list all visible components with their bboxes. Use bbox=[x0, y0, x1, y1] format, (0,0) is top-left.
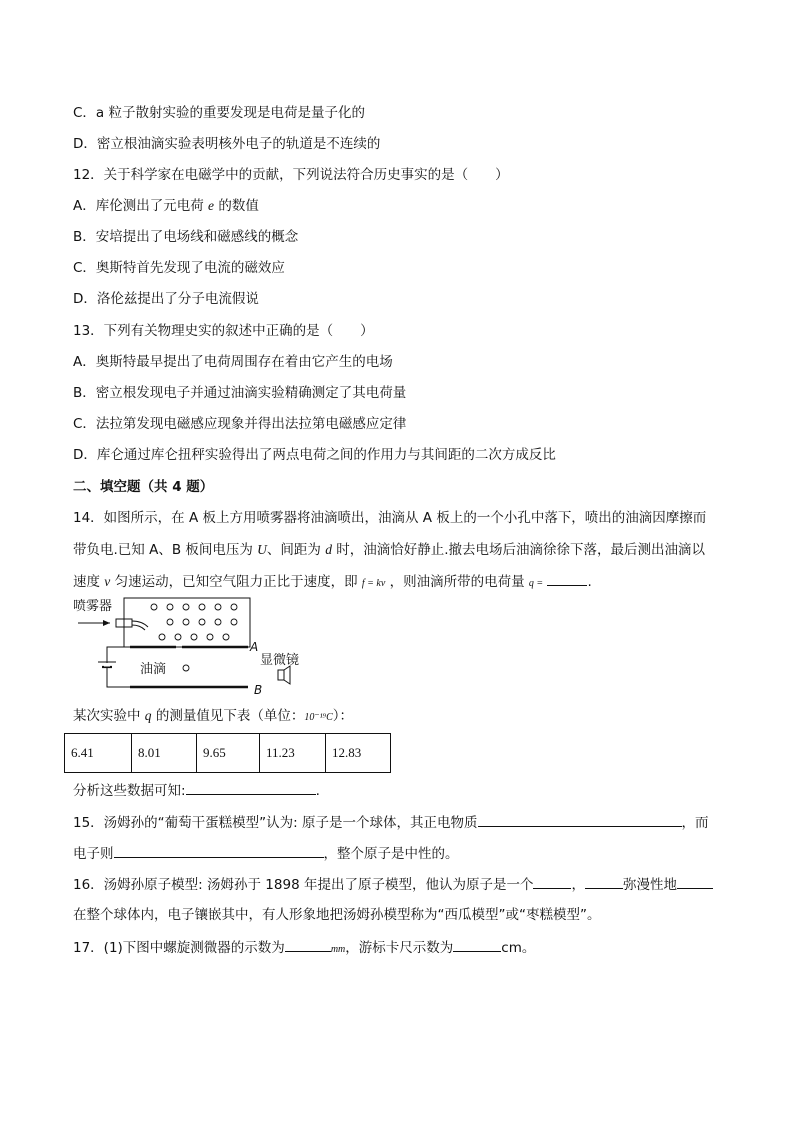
q16-answer-blank-3[interactable] bbox=[677, 875, 713, 889]
q12-stem: 12．关于科学家在电磁学中的贡献，下列说法符合历史事实的是（ ） bbox=[73, 167, 509, 183]
q16-answer-blank-1[interactable] bbox=[533, 875, 571, 889]
q16-line1: 16．汤姆孙原子模型: 汤姆孙于 1898 年提出了原子模型，他认为原子是一个 ， 弥漫性地 bbox=[73, 875, 713, 894]
q15-answer-blank-1[interactable] bbox=[478, 813, 682, 827]
q12-option-b: B．安培提出了电场线和磁感线的概念 bbox=[73, 229, 299, 245]
table-cell: 6.41 bbox=[65, 734, 132, 773]
q17-line: 17．(1)下图中螺旋测微器的示数为 mm，游标卡尺示数为 cm。 bbox=[73, 940, 536, 956]
table-row bbox=[65, 734, 391, 773]
plate-b-label: B bbox=[254, 683, 263, 697]
table-cell: 12.83 bbox=[326, 734, 391, 773]
q14-line2: 带负电.已知 A、B 板间电压为 U、间距为 d 时，油滴恰好静止.撤去电场后油滴徐徐下落，最后测出油滴以 bbox=[73, 542, 706, 558]
measurement-table bbox=[64, 733, 391, 773]
oil-drop-label: 油滴 bbox=[140, 662, 167, 677]
table-cell: 11.23 bbox=[260, 734, 326, 773]
q15-line1: 15．汤姆孙的“葡萄干蛋糕模型”认为: 原子是一个球体，其正电物质 ，而 bbox=[73, 815, 709, 831]
millikan-apparatus-diagram bbox=[70, 594, 310, 698]
q16-answer-blank-2[interactable] bbox=[585, 875, 623, 889]
analysis-line: 分析这些数据可知: . bbox=[73, 783, 320, 799]
q12-option-c: C．奥斯特首先发现了电流的磁效应 bbox=[73, 260, 285, 276]
q14-answer-blank[interactable] bbox=[547, 572, 587, 586]
table-cell: 9.65 bbox=[197, 734, 260, 773]
q13-option-b: B．密立根发现电子并通过油滴实验精确测定了其电荷量 bbox=[73, 385, 407, 401]
q17-answer-blank-1[interactable] bbox=[285, 938, 331, 952]
plate-a-label: A bbox=[250, 640, 259, 654]
table-caption: 某次实验中 q 的测量值见下表（单位：10⁻¹⁹C）： bbox=[73, 708, 354, 724]
q14-line3: 速度 v 匀速运动，已知空气阻力正比于速度，即 f = kv ，则油滴所带的电荷量 q = . bbox=[73, 574, 592, 590]
q17-answer-blank-2[interactable] bbox=[453, 938, 501, 952]
q13-option-d: D．库仑通过库仑扭秤实验得出了两点电荷之间的作用力与其间距的二次方成反比 bbox=[73, 447, 556, 463]
q11-option-c: C．a 粒子散射实验的重要发现是电荷是量子化的 bbox=[73, 105, 365, 121]
analysis-answer-blank[interactable] bbox=[186, 781, 316, 795]
q14-line1: 14．如图所示，在 A 板上方用喷雾器将油滴喷出，油滴从 A 板上的一个小孔中落下，喷出的油滴因摩擦而 bbox=[73, 510, 707, 526]
q16-line2: 在整个球体内，电子镶嵌其中，有人形象地把汤姆孙模型称为“西瓜模型”或“枣糕模型”。 bbox=[73, 907, 601, 923]
q13-option-a: A．奥斯特最早提出了电荷周围存在着由它产生的电场 bbox=[73, 354, 393, 370]
q11-option-d: D．密立根油滴实验表明核外电子的轨道是不连续的 bbox=[73, 136, 381, 152]
q15-line2: 电子则 ，整个原子是中性的。 bbox=[73, 846, 459, 862]
sprayer-label: 喷雾器 bbox=[73, 599, 113, 614]
section-heading: 二、填空题（共 4 题） bbox=[73, 479, 214, 495]
table-cell: 8.01 bbox=[132, 734, 197, 773]
microscope-label: 显微镜 bbox=[260, 653, 300, 668]
microscope-icon bbox=[278, 670, 284, 680]
q13-stem: 13．下列有关物理史实的叙述中正确的是（ ） bbox=[73, 323, 374, 339]
q12-option-a: A．库伦测出了元电荷 e 的数值 bbox=[73, 198, 259, 214]
q15-answer-blank-2[interactable] bbox=[114, 844, 324, 858]
q12-option-d: D．洛伦兹提出了分子电流假说 bbox=[73, 291, 259, 307]
q13-option-c: C．法拉第发现电磁感应现象并得出法拉第电磁感应定律 bbox=[73, 416, 407, 432]
